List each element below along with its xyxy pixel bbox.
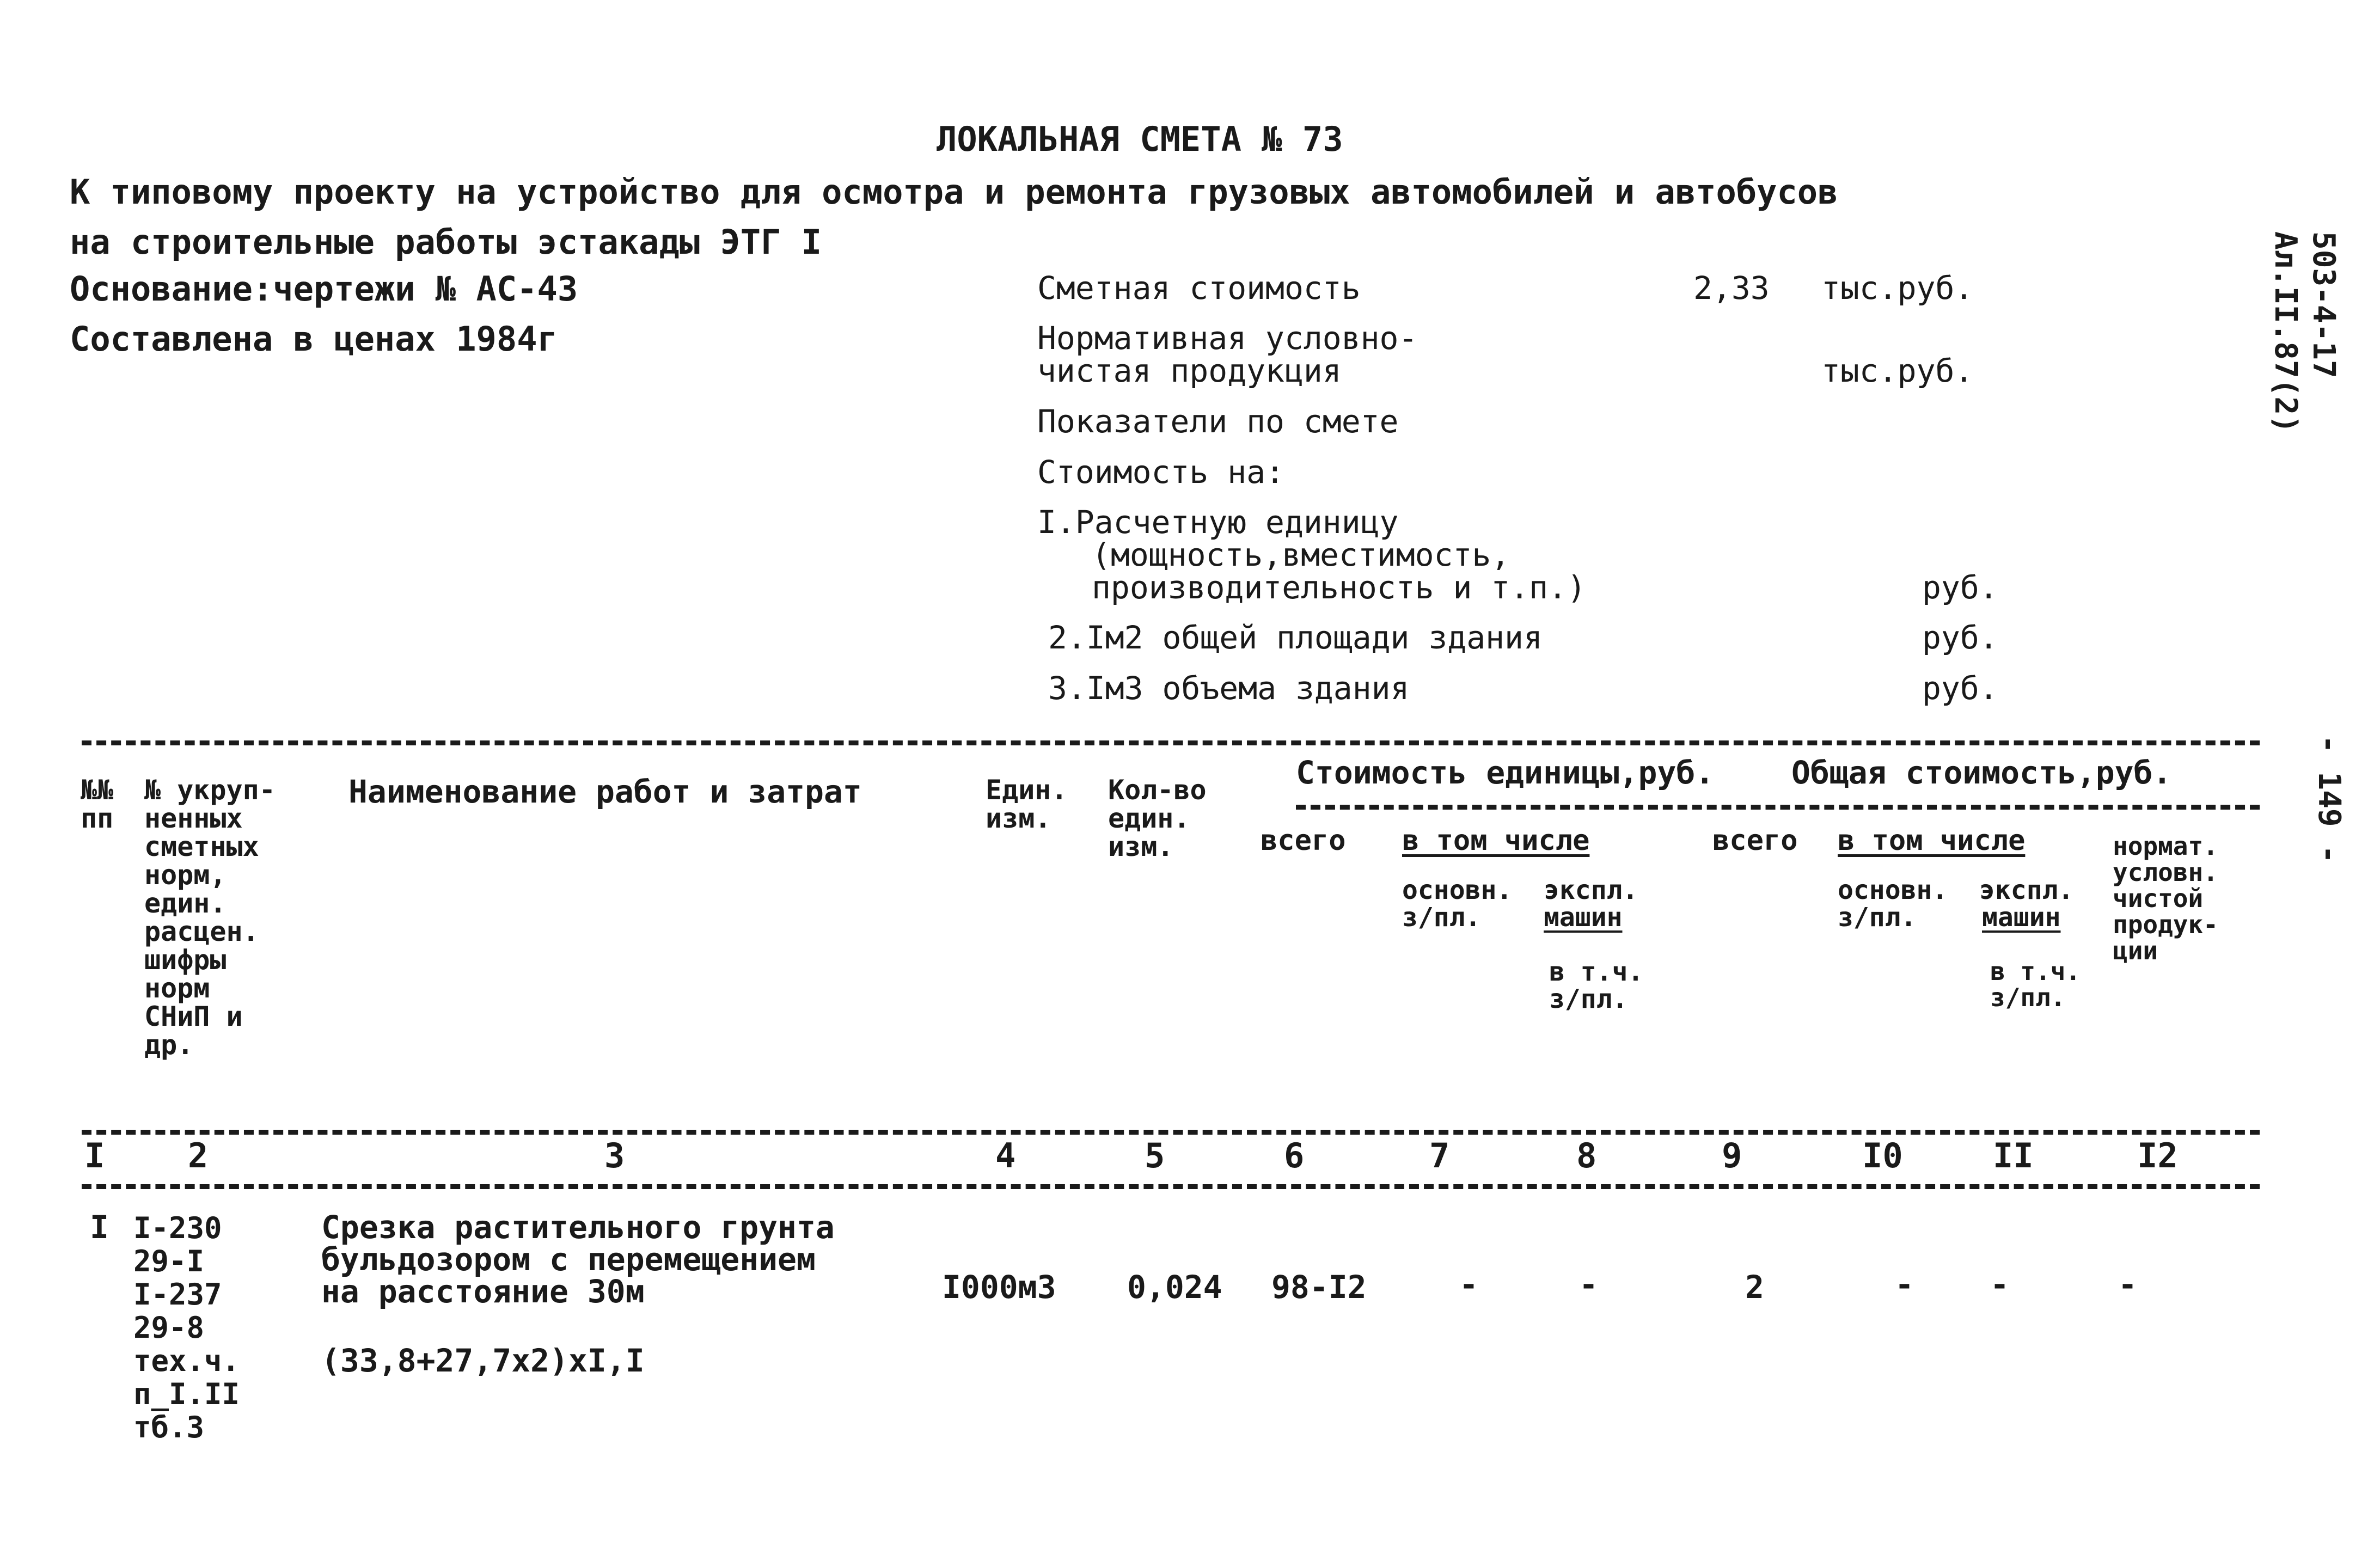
header-total-wage: основн. з/пл.	[1838, 875, 1948, 933]
col-number-10: I0	[1862, 1136, 1903, 1175]
normative-net-label-2: чистая продукция	[1037, 352, 1342, 389]
col-number-12: I2	[2137, 1136, 2178, 1175]
header-unit-cost-group: Стоимость единицы,руб.	[1296, 754, 1715, 791]
row-work-name: Срезка растительного грунта бульдозором с перемещением на расстояние 30м	[321, 1209, 835, 1310]
basis-drawings: Основание:чертежи № АС-43	[70, 269, 578, 309]
page-number: - 149 -	[2311, 735, 2347, 864]
header-total-mach-2: машин	[1982, 902, 2061, 933]
calc-unit-unit: руб.	[1922, 569, 1998, 606]
col-number-8: 8	[1576, 1136, 1597, 1175]
header-unit-incl: в том числе	[1402, 824, 1590, 857]
header-unit-mach-wage: в т.ч. з/пл.	[1549, 957, 1644, 1014]
row-unit-cost-all: 98-I2	[1271, 1269, 1367, 1306]
document-code: 503-4-17	[2306, 231, 2341, 378]
table-top-rule	[82, 740, 2260, 745]
header-total-incl: в том числе	[1838, 824, 2026, 857]
header-unit: Един. изм.	[986, 774, 1068, 834]
normative-net-label-1: Нормативная условно-	[1037, 320, 1418, 357]
col-number-5: 5	[1145, 1136, 1165, 1175]
col-number-3: 3	[604, 1136, 625, 1175]
row-num: I	[90, 1209, 109, 1246]
col-number-2: 2	[188, 1136, 209, 1175]
row-unit-wage: -	[1459, 1266, 1478, 1303]
project-description: К типовому проекту на устройство для осмотра и ремонта грузовых автомобилей и автобусов	[70, 172, 1838, 212]
header-quantity: Кол-во един. изм.	[1108, 774, 1207, 862]
album-reference: Ал.II.87(2)	[2268, 231, 2303, 433]
estimated-cost-unit: тыс.руб.	[1821, 270, 1974, 307]
indicators-heading: Показатели по смете	[1037, 403, 1399, 440]
header-total-all: всего	[1712, 824, 1798, 857]
header-norm-code: № укруп- ненных сметных норм, един. расцен. шифры норм СНиП и др.	[144, 774, 276, 1061]
header-total-mach-wage: в т.ч. з/пл.	[1990, 957, 2081, 1012]
calc-unit-line-1: I.Расчетную единицу	[1037, 504, 1399, 541]
row-formula: (33,8+27,7x2)xI,I	[321, 1342, 645, 1379]
row-total-wage: -	[1895, 1266, 1914, 1303]
header-unit-wage: основн. з/пл.	[1402, 875, 1513, 933]
row-total-mach: -	[1990, 1266, 2009, 1303]
col-number-11: II	[1993, 1136, 2034, 1175]
header-normative-net: нормат. условн. чистой продук- ции	[2113, 831, 2218, 965]
col-number-9: 9	[1722, 1136, 1742, 1175]
row-total-all: 2	[1745, 1269, 1764, 1306]
estimated-cost-label: Сметная стоимость	[1037, 270, 1361, 307]
row-normative-net: -	[2118, 1266, 2137, 1303]
normative-net-unit: тыс.руб.	[1821, 352, 1974, 389]
group-header-rule	[1296, 805, 2260, 810]
calc-unit-line-3: производительность и т.п.)	[1092, 569, 1586, 606]
header-unit-mach-2: машин	[1544, 902, 1623, 933]
header-bottom-rule	[82, 1130, 2260, 1135]
header-total-mach: экспл.	[1979, 875, 2074, 905]
header-unit-all: всего	[1261, 824, 1346, 857]
col-number-1: I	[84, 1136, 105, 1175]
col-number-4: 4	[995, 1136, 1016, 1175]
header-work-name: Наименование работ и затрат	[348, 773, 862, 810]
header-num: №№ пп	[81, 774, 114, 834]
row-quantity: 0,024	[1127, 1269, 1222, 1306]
row-norm-code: I-230 29-I I-237 29-8 тех.ч. п_I.II тб.3	[133, 1211, 240, 1444]
document-title: ЛОКАЛЬНАЯ СМЕТА № 73	[937, 119, 1343, 159]
area-cost-label: 2.Iм2 общей площади здания	[1048, 619, 1543, 656]
col-number-6: 6	[1284, 1136, 1305, 1175]
work-description: на строительные работы эстакады ЭТГ I	[70, 222, 822, 262]
price-basis: Составлена в ценах 1984г	[70, 319, 558, 359]
estimated-cost-value: 2,33	[1693, 270, 1770, 307]
volume-cost-unit: руб.	[1922, 670, 1998, 707]
col-number-7: 7	[1429, 1136, 1450, 1175]
header-unit-mach: экспл.	[1544, 875, 1638, 905]
row-unit-mach: -	[1579, 1266, 1598, 1303]
col-number-rule	[82, 1184, 2260, 1189]
header-total-cost-group: Общая стоимость,руб.	[1791, 754, 2172, 791]
volume-cost-label: 3.Iм3 объема здания	[1048, 670, 1410, 707]
area-cost-unit: руб.	[1922, 619, 1998, 656]
row-unit: I000м3	[942, 1269, 1056, 1306]
calc-unit-line-2: (мощность,вместимость,	[1092, 536, 1510, 573]
cost-per-heading: Стоимость на:	[1037, 454, 1284, 491]
